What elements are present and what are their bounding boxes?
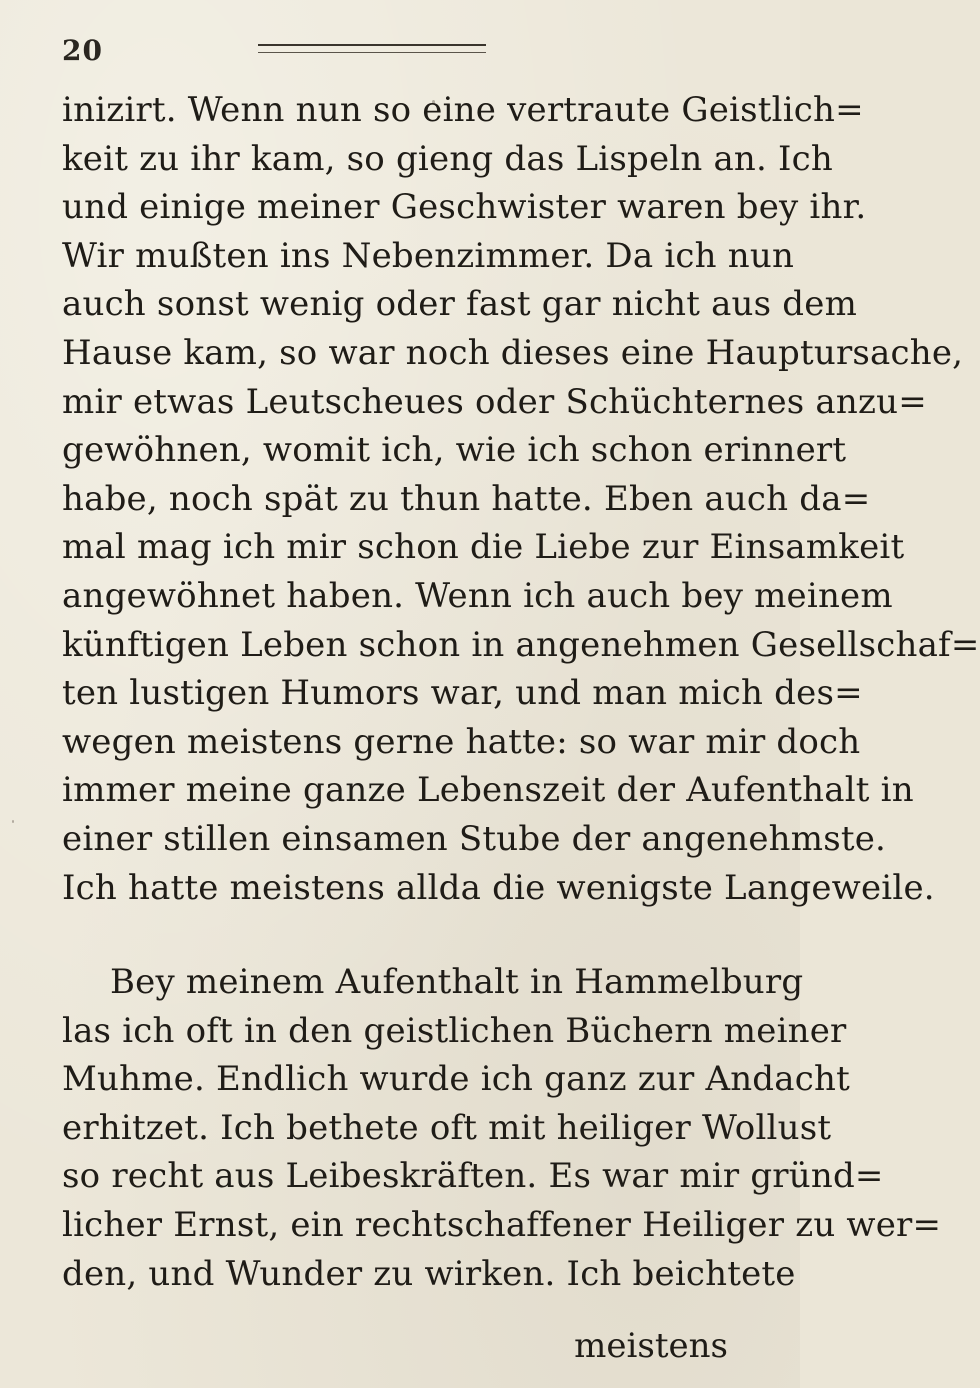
- paper-speck: [12, 820, 14, 823]
- page-number: 20: [62, 34, 103, 67]
- text-line: künftigen Leben schon in angenehmen Gesellschaf=: [62, 624, 980, 665]
- text-line: erhitzet. Ich bethete oft mit heiliger Wollust: [62, 1107, 832, 1148]
- text-line: mal mag ich mir schon die Liebe zur Einsamkeit: [62, 527, 905, 568]
- text-line: einer stillen einsamen Stube der angenehmste.: [62, 818, 887, 859]
- text-line: Bey meinem Aufenthalt in Hammelburg: [110, 962, 804, 1003]
- text-line: las ich oft in den geistlichen Büchern meiner: [62, 1010, 847, 1051]
- paragraph-1: [62, 86, 980, 912]
- text-line: gewöhnen, womit ich, wie ich schon erinnert: [62, 430, 847, 471]
- header-rule-thin: [258, 52, 486, 53]
- text-line: Muhme. Endlich wurde ich ganz zur Andacht: [62, 1059, 850, 1100]
- text-line: licher Ernst, ein rechtschaffener Heiliger zu wer=: [62, 1205, 942, 1246]
- text-line: Wir mußten ins Nebenzimmer. Da ich nun: [62, 235, 795, 276]
- text-line: so recht aus Leibeskräften. Es war mir gründ=: [62, 1156, 884, 1197]
- text-line: Ich hatte meistens allda die wenigste Langeweile.: [62, 867, 935, 908]
- header-rule: [258, 44, 486, 46]
- text-line: inizirt. Wenn nun so eine vertraute Geistlich=: [62, 90, 864, 130]
- text-line: auch sonst wenig oder fast gar nicht aus dem: [62, 284, 858, 325]
- text-line: angewöhnet haben. Wenn ich auch bey meinem: [62, 575, 893, 616]
- text-line: keit zu ihr kam, so gieng das Lispeln an. Ich: [62, 138, 834, 179]
- paragraph-gap: [62, 912, 726, 958]
- text-line: immer meine ganze Lebenszeit der Aufenthalt in: [62, 770, 914, 811]
- text-line: wegen meistens gerne hatte: so war mir doch: [62, 721, 861, 762]
- paragraph-2: [62, 958, 942, 1298]
- text-line: und einige meiner Geschwister waren bey ihr.: [62, 187, 867, 228]
- text-line: den, und Wunder zu wirken. Ich beichtete: [62, 1253, 796, 1294]
- text-line: mir etwas Leutscheues oder Schüchternes anzu=: [62, 381, 927, 422]
- body-text: [62, 86, 980, 1298]
- text-line: Hause kam, so war noch dieses eine Hauptursache,: [62, 332, 964, 373]
- text-line: ten lustigen Humors war, und man mich des=: [62, 673, 863, 714]
- paper-speck: [432, 100, 435, 104]
- text-line: habe, noch spät zu thun hatte. Eben auch da=: [62, 478, 871, 519]
- paper-speck: [700, 1040, 702, 1042]
- catchword: meistens: [574, 1326, 728, 1366]
